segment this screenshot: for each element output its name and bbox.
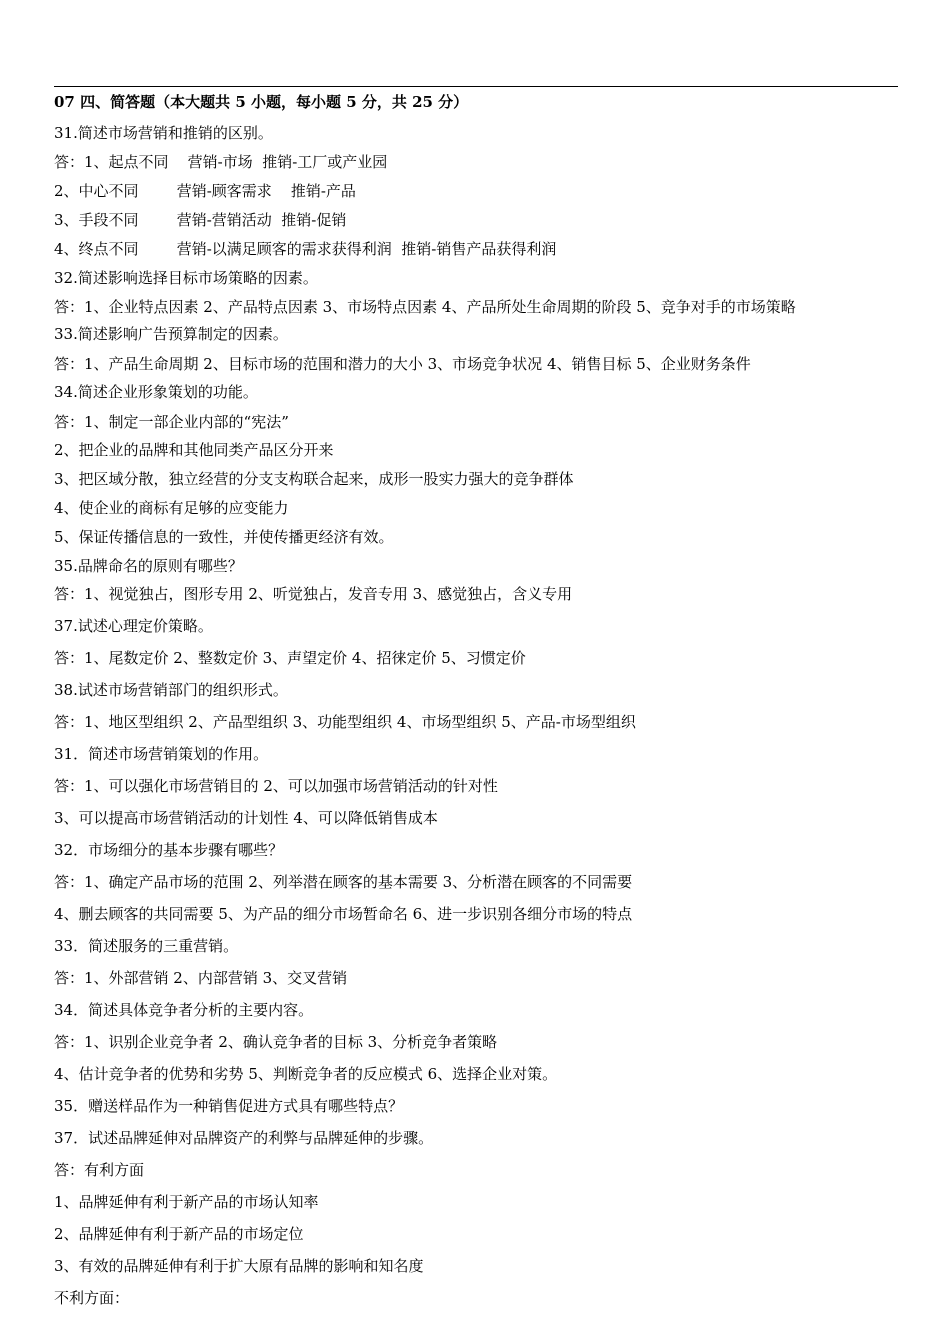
answer-line: 答：1、地区型组织 2、产品型组织 3、功能型组织 4、市场型组织 5、产品-市场型组织 [54, 713, 636, 731]
answer-line: 2、把企业的品牌和其他同类产品区分开来 [54, 441, 334, 459]
question-line: 35.品牌命名的原则有哪些？ [54, 557, 243, 575]
answer-line: 答：1、起点不同 营销-市场 推销-工厂或产业园 [54, 153, 388, 171]
answer-line: 答：1、产品生命周期 2、目标市场的范围和潜力的大小 3、市场竞争状况 4、销售目标 5、企业财务条件 [54, 355, 751, 373]
answer-line: 不利方面： [54, 1289, 130, 1307]
question-line: 34．简述具体竞争者分析的主要内容。 [54, 1001, 314, 1019]
question-line: 37．试述品牌延伸对品牌资产的利弊与品牌延伸的步骤。 [54, 1129, 434, 1147]
question-line: 34.简述企业形象策划的功能。 [54, 383, 258, 401]
question-line: 32．市场细分的基本步骤有哪些？ [54, 841, 284, 859]
answer-line: 答：1、可以强化市场营销目的 2、可以加强市场营销活动的针对性 [54, 777, 498, 795]
answer-line: 4、终点不同 营销-以满足顾客的需求获得利润 推销-销售产品获得利润 [54, 240, 557, 258]
answer-line: 4、使企业的商标有足够的应变能力 [54, 499, 289, 517]
answer-line: 3、可以提高市场营销活动的计划性 4、可以降低销售成本 [54, 809, 438, 827]
answer-line: 答：1、识别企业竞争者 2、确认竞争者的目标 3、分析竞争者策略 [54, 1033, 498, 1051]
question-line: 32.简述影响选择目标市场策略的因素。 [54, 269, 318, 287]
answer-line: 3、有效的品牌延伸有利于扩大原有品牌的影响和知名度 [54, 1257, 424, 1275]
answer-line: 5、保证传播信息的一致性，并使传播更经济有效。 [54, 528, 394, 546]
question-line: 37.试述心理定价策略。 [54, 617, 213, 635]
answer-line: 答：1、确定产品市场的范围 2、列举潜在顾客的基本需要 3、分析潜在顾客的不同需要 [54, 873, 633, 891]
answer-line: 4、删去顾客的共同需要 5、为产品的细分市场暂命名 6、进一步识别各细分市场的特点 [54, 905, 633, 923]
answer-line: 答：1、制定一部企业内部的“宪法” [54, 413, 289, 431]
answer-line: 3、把区域分散，独立经营的分支支构联合起来，成形一股实力强大的竞争群体 [54, 470, 574, 488]
question-line: 33．简述服务的三重营销。 [54, 937, 239, 955]
section-title: 07 四、简答题（本大题共 5 小题，每小题 5 分，共 25 分） [54, 93, 469, 111]
answer-line: 答：1、尾数定价 2、整数定价 3、声望定价 4、招徕定价 5、习惯定价 [54, 649, 526, 667]
question-line: 31.简述市场营销和推销的区别。 [54, 124, 273, 142]
question-line: 38.试述市场营销部门的组织形式。 [54, 681, 288, 699]
answer-line: 3、手段不同 营销-营销活动 推销-促销 [54, 211, 347, 229]
answer-line: 2、中心不同 营销-顾客需求 推销-产品 [54, 182, 356, 200]
question-line: 35．赠送样品作为一种销售促进方式具有哪些特点？ [54, 1097, 404, 1115]
answer-line: 答：有利方面 [54, 1161, 145, 1179]
answer-line: 答：1、外部营销 2、内部营销 3、交叉营销 [54, 969, 348, 987]
answer-line: 1、品牌延伸有利于新产品的市场认知率 [54, 1193, 319, 1211]
question-line: 33.简述影响广告预算制定的因素。 [54, 325, 288, 343]
answer-line: 答：1、视觉独占，图形专用 2、听觉独占，发音专用 3、感觉独占，含义专用 [54, 585, 573, 603]
header-rule [54, 86, 898, 87]
answer-line: 4、估计竞争者的优势和劣势 5、判断竞争者的反应模式 6、选择企业对策。 [54, 1065, 558, 1083]
question-line: 31．简述市场营销策划的作用。 [54, 745, 269, 763]
answer-line: 2、品牌延伸有利于新产品的市场定位 [54, 1225, 304, 1243]
answer-line: 答：1、企业特点因素 2、产品特点因素 3、市场特点因素 4、产品所处生命周期的阶段 5、竞争对手的市场策略 [54, 298, 796, 316]
